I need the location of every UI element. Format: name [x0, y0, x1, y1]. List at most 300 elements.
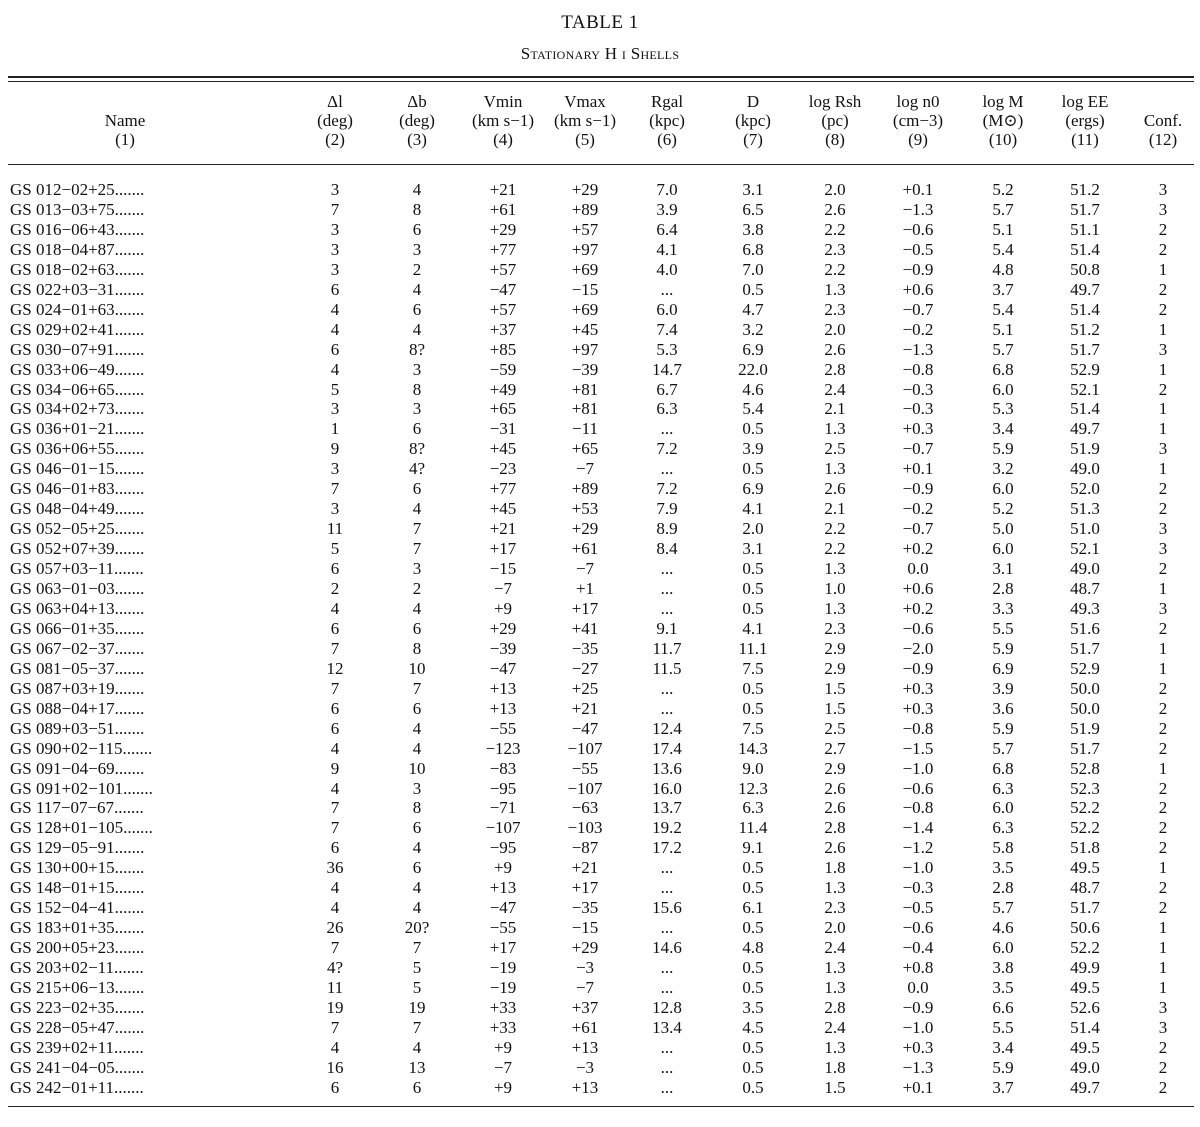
table-cell: 52.8 — [1070, 758, 1100, 778]
table-cell: 4.8 — [992, 259, 1014, 279]
table-cell: −11 — [572, 419, 598, 439]
table-cell: 2.0 — [824, 918, 846, 938]
table-cell: 3 — [1158, 199, 1168, 219]
shell-name-cell: GS 048−04+49....... — [10, 499, 145, 519]
table-cell: 51.0 — [1070, 519, 1100, 539]
table-cell: −0.5 — [902, 239, 934, 259]
table-cell: 6.8 — [742, 239, 764, 259]
table-cell: −19 — [489, 978, 517, 997]
table-cell: 3.1 — [992, 559, 1014, 579]
table-cell: 9.1 — [656, 618, 678, 638]
table-cell: 6.7 — [656, 379, 678, 399]
column-header-3-l1: Δb — [407, 92, 427, 111]
shell-name-cell: GS 081−05−37....... — [10, 658, 145, 678]
table-cell: +29 — [571, 938, 599, 958]
table-cell: 51.4 — [1070, 1017, 1100, 1037]
table-cell: 2.0 — [824, 180, 846, 199]
table-cell: 0.0 — [907, 559, 929, 579]
table-cell: 6.3 — [656, 399, 678, 419]
table-cell: 6.0 — [992, 938, 1014, 958]
table-cell: 4.1 — [656, 239, 678, 259]
table-cell: 6 — [330, 559, 340, 579]
table-cell: 1.3 — [824, 1037, 846, 1057]
table-cell: −107 — [567, 738, 603, 758]
table-cell: 1.5 — [824, 698, 846, 718]
column-header-2-l3: (2) — [325, 130, 345, 149]
table-row — [0, 619, 1200, 638]
shell-name-cell: GS 241−04−05....... — [10, 1057, 145, 1077]
column-header-2-l1: Δl — [327, 92, 343, 111]
shell-name-cell: GS 129−05−91....... — [10, 838, 145, 858]
table-cell: −0.7 — [902, 519, 934, 539]
table-cell: 3 — [330, 499, 340, 519]
table-cell: +0.3 — [902, 419, 934, 439]
shell-name-cell: GS 215+06−13....... — [10, 978, 145, 997]
table-cell: +13 — [489, 878, 517, 898]
column-header-1-l2: Name — [104, 111, 146, 130]
table-cell: ... — [660, 858, 674, 878]
table-row — [0, 519, 1200, 538]
table-cell: +9 — [493, 858, 513, 878]
table-cell: −55 — [571, 758, 599, 778]
column-header-8-l1: log Rsh — [808, 92, 862, 111]
table-row — [0, 739, 1200, 758]
table-cell: 2.6 — [824, 199, 846, 219]
table-cell: +0.1 — [902, 1077, 934, 1097]
column-header-7 — [713, 92, 793, 149]
table-cell: −2.0 — [902, 638, 934, 658]
table-cell: ... — [660, 978, 674, 997]
table-cell: 0.5 — [742, 419, 764, 439]
table-cell: 7 — [412, 678, 422, 698]
table-cell: −1.0 — [902, 1017, 934, 1037]
table-cell: 1.3 — [824, 958, 846, 978]
table-cell: −47 — [489, 898, 517, 918]
shell-name-cell: GS 034+02+73....... — [10, 399, 145, 419]
table-cell: 8 — [412, 379, 422, 399]
table-cell: 8? — [408, 439, 426, 459]
table-cell: 26 — [326, 918, 344, 938]
column-header-9-l2: (cm−3) — [892, 111, 944, 130]
table-cell: 8 — [412, 199, 422, 219]
table-cell: 51.7 — [1070, 339, 1100, 359]
table-row — [0, 898, 1200, 917]
top-rule-thin — [8, 81, 1194, 82]
table-cell: 51.1 — [1070, 219, 1100, 239]
table-cell: 3.2 — [992, 459, 1014, 479]
table-cell: +13 — [489, 698, 517, 718]
table-cell: 51.7 — [1070, 738, 1100, 758]
table-cell: +57 — [489, 299, 517, 319]
table-cell: 2 — [412, 579, 422, 598]
table-row — [0, 419, 1200, 438]
table-cell: 6.3 — [992, 778, 1014, 798]
table-cell: −1.4 — [902, 818, 934, 838]
column-header-8-l2: (pc) — [821, 111, 849, 130]
table-cell: 7 — [330, 199, 340, 219]
table-cell: +0.6 — [902, 279, 934, 299]
table-cell: −107 — [567, 778, 603, 798]
table-cell: 22.0 — [738, 359, 768, 379]
column-header-1-l3: (1) — [115, 130, 135, 149]
table-cell: −0.4 — [902, 938, 934, 958]
shell-name-cell: GS 066−01+35....... — [10, 618, 145, 638]
table-cell: 6.1 — [742, 898, 764, 918]
table-cell: +69 — [571, 299, 599, 319]
table-cell: 13.6 — [652, 758, 682, 778]
shell-name-cell: GS 012−02+25....... — [10, 180, 145, 199]
table-cell: 0.5 — [742, 918, 764, 938]
table-cell: 17.2 — [652, 838, 682, 858]
table-cell: 6.3 — [742, 798, 764, 818]
shell-name-cell: GS 228−05+47....... — [10, 1017, 145, 1037]
table-cell: 50.6 — [1070, 918, 1100, 938]
table-cell: 2 — [1158, 279, 1168, 299]
table-row — [0, 360, 1200, 379]
table-cell: −7 — [493, 579, 513, 598]
shell-name-cell: GS 203+02−11....... — [10, 958, 144, 978]
table-cell: 4 — [330, 778, 340, 798]
table-row — [0, 1058, 1200, 1077]
table-row — [0, 220, 1200, 239]
shell-name-cell: GS 148−01+15....... — [10, 878, 145, 898]
table-cell: ... — [660, 958, 674, 978]
table-cell: 1 — [1158, 938, 1168, 958]
table-cell: 2.2 — [824, 519, 846, 539]
table-cell: 4 — [330, 1037, 340, 1057]
table-cell: 3.2 — [742, 319, 764, 339]
table-cell: −87 — [571, 838, 599, 858]
table-cell: 8.4 — [656, 539, 678, 559]
shell-name-cell: GS 183+01+35....... — [10, 918, 145, 938]
table-cell: 7 — [330, 938, 340, 958]
table-cell: 51.8 — [1070, 838, 1100, 858]
column-header-3-l3: (3) — [407, 130, 427, 149]
table-cell: 51.7 — [1070, 638, 1100, 658]
shell-name-cell: GS 063+04+13....... — [10, 598, 145, 618]
table-cell: 51.2 — [1070, 180, 1100, 199]
table-cell: 11.4 — [738, 818, 768, 838]
table-cell: 2.2 — [824, 259, 846, 279]
table-cell: −39 — [571, 359, 599, 379]
table-cell: −1.3 — [902, 199, 934, 219]
table-row — [0, 759, 1200, 778]
table-cell: +77 — [489, 479, 517, 499]
table-cell: −0.3 — [902, 399, 934, 419]
table-cell: 3 — [1158, 539, 1168, 559]
table-cell: 2 — [1158, 1037, 1168, 1057]
table-row — [0, 459, 1200, 478]
table-row — [0, 958, 1200, 977]
table-cell: 51.4 — [1070, 399, 1100, 419]
table-cell: 6 — [412, 479, 422, 499]
table-cell: 48.7 — [1070, 878, 1100, 898]
table-cell: 3.5 — [992, 978, 1014, 997]
table-cell: 52.2 — [1070, 818, 1100, 838]
table-cell: 5.9 — [992, 439, 1014, 459]
table-cell: ... — [660, 279, 674, 299]
table-cell: 2 — [1158, 499, 1168, 519]
table-cell: 6 — [412, 219, 422, 239]
table-cell: +17 — [489, 938, 517, 958]
table-cell: 5.2 — [992, 180, 1014, 199]
table-cell: +53 — [571, 499, 599, 519]
table-cell: 52.0 — [1070, 479, 1100, 499]
table-cell: 7 — [412, 938, 422, 958]
table-cell: 1.3 — [824, 279, 846, 299]
table-cell: 3.5 — [742, 997, 764, 1017]
table-cell: ... — [660, 598, 674, 618]
shell-name-cell: GS 024−01+63....... — [10, 299, 145, 319]
table-cell: −95 — [489, 778, 517, 798]
table-cell: ... — [660, 1037, 674, 1057]
table-row — [0, 818, 1200, 837]
table-cell: 49.0 — [1070, 459, 1100, 479]
table-cell: 2.9 — [824, 638, 846, 658]
table-cell: −1.0 — [902, 858, 934, 878]
table-cell: −47 — [571, 718, 599, 738]
table-cell: 1 — [1158, 319, 1168, 339]
table-cell: 5 — [330, 539, 340, 559]
table-cell: 11 — [326, 978, 344, 997]
table-cell: 49.9 — [1070, 958, 1100, 978]
table-cell: 11.7 — [652, 638, 682, 658]
table-cell: 6.0 — [992, 479, 1014, 499]
table-cell: 4? — [408, 459, 426, 479]
table-cell: +21 — [571, 698, 599, 718]
table-row — [0, 659, 1200, 678]
table-row — [0, 878, 1200, 897]
table-cell: 8.9 — [656, 519, 678, 539]
table-cell: −19 — [489, 958, 517, 978]
table-row — [0, 380, 1200, 399]
shell-name-cell: GS 130+00+15....... — [10, 858, 145, 878]
table-cell: 3 — [330, 259, 340, 279]
table-cell: 3 — [1158, 339, 1168, 359]
table-cell: +9 — [493, 598, 513, 618]
table-cell: +21 — [489, 519, 517, 539]
table-cell: 1 — [1158, 958, 1168, 978]
table-cell: 6.5 — [742, 199, 764, 219]
table-cell: 6.4 — [656, 219, 678, 239]
table-cell: −95 — [489, 838, 517, 858]
table-cell: −103 — [567, 818, 603, 838]
column-header-4-l1: Vmin — [483, 92, 523, 111]
table-cell: 1.3 — [824, 459, 846, 479]
table-cell: 2 — [1158, 1077, 1168, 1097]
table-cell: 2.9 — [824, 758, 846, 778]
table-cell: 4 — [330, 898, 340, 918]
table-cell: 5.1 — [992, 219, 1014, 239]
table-cell: −35 — [571, 638, 599, 658]
table-cell: 6 — [330, 279, 340, 299]
table-cell: −123 — [485, 738, 521, 758]
shell-name-cell: GS 034−06+65....... — [10, 379, 145, 399]
table-cell: 52.1 — [1070, 379, 1100, 399]
table-cell: 52.9 — [1070, 658, 1100, 678]
table-cell: +29 — [489, 618, 517, 638]
table-cell: +37 — [571, 997, 599, 1017]
table-cell: −1.3 — [902, 339, 934, 359]
table-cell: 3.7 — [992, 279, 1014, 299]
table-cell: 7.5 — [742, 718, 764, 738]
table-cell: 2.7 — [824, 738, 846, 758]
table-cell: +0.1 — [902, 180, 934, 199]
table-cell: 4 — [330, 878, 340, 898]
table-cell: 49.0 — [1070, 559, 1100, 579]
column-header-3 — [382, 92, 452, 149]
table-cell: −1.3 — [902, 1057, 934, 1077]
table-cell: 4 — [412, 738, 422, 758]
table-cell: 2 — [1158, 379, 1168, 399]
table-cell: 6 — [330, 838, 340, 858]
table-cell: 2.3 — [824, 299, 846, 319]
table-cell: 7.9 — [656, 499, 678, 519]
column-header-12 — [1128, 92, 1198, 149]
table-cell: 6 — [412, 858, 422, 878]
table-cell: 2.6 — [824, 798, 846, 818]
table-cell: −0.8 — [902, 798, 934, 818]
table-cell: 49.5 — [1070, 978, 1100, 997]
table-row — [0, 240, 1200, 259]
table-cell: +89 — [571, 199, 599, 219]
table-cell: 19 — [408, 997, 426, 1017]
table-cell: 16 — [326, 1057, 344, 1077]
table-cell: −7 — [493, 1057, 513, 1077]
table-cell: +0.1 — [902, 459, 934, 479]
table-cell: 48.7 — [1070, 579, 1100, 598]
table-cell: 13.4 — [652, 1017, 682, 1037]
table-cell: +25 — [571, 678, 599, 698]
table-cell: 7.2 — [656, 439, 678, 459]
table-cell: 3 — [412, 778, 422, 798]
table-cell: 3 — [1158, 519, 1168, 539]
table-cell: 49.7 — [1070, 419, 1100, 439]
table-cell: 4.5 — [742, 1017, 764, 1037]
table-row — [0, 719, 1200, 738]
table-cell: −1.2 — [902, 838, 934, 858]
table-row — [0, 300, 1200, 319]
table-cell: 6.9 — [742, 339, 764, 359]
table-cell: 2.9 — [824, 658, 846, 678]
table-cell: 3.8 — [992, 958, 1014, 978]
table-cell: 6 — [330, 339, 340, 359]
column-header-4 — [458, 92, 548, 149]
column-header-10-l3: (10) — [988, 130, 1018, 149]
table-row — [0, 340, 1200, 359]
table-cell: −55 — [489, 718, 517, 738]
table-cell: −7 — [575, 559, 595, 579]
table-cell: 3.6 — [992, 698, 1014, 718]
table-cell: +13 — [489, 678, 517, 698]
table-cell: 2.8 — [824, 359, 846, 379]
header-rule — [8, 164, 1194, 165]
table-cell: 4.0 — [656, 259, 678, 279]
table-cell: −0.7 — [902, 299, 934, 319]
table-cell: 4.1 — [742, 499, 764, 519]
table-cell: +0.3 — [902, 1037, 934, 1057]
shell-name-cell: GS 018−02+63....... — [10, 259, 145, 279]
column-header-3-l2: (deg) — [399, 111, 435, 130]
table-cell: 3.1 — [742, 180, 764, 199]
table-cell: 6.9 — [742, 479, 764, 499]
table-cell: 4 — [330, 299, 340, 319]
table-cell: 2.8 — [824, 997, 846, 1017]
column-header-9-l3: (9) — [908, 130, 928, 149]
table-cell: ... — [660, 918, 674, 938]
table-cell: 52.3 — [1070, 778, 1100, 798]
table-cell: 3.4 — [992, 419, 1014, 439]
table-cell: +33 — [489, 997, 517, 1017]
table-cell: +9 — [493, 1037, 513, 1057]
column-header-6-l1: Rgal — [650, 92, 684, 111]
table-cell: 0.5 — [742, 878, 764, 898]
table-cell: −7 — [575, 978, 595, 997]
table-cell: 7 — [330, 678, 340, 698]
table-cell: 52.1 — [1070, 539, 1100, 559]
table-cell: 2.0 — [742, 519, 764, 539]
column-header-5-l1: Vmax — [564, 92, 606, 111]
column-header-8 — [790, 92, 880, 149]
table-cell: +81 — [571, 379, 599, 399]
table-row — [0, 1078, 1200, 1097]
table-cell: −47 — [489, 658, 517, 678]
table-cell: +69 — [571, 259, 599, 279]
table-cell: 4 — [412, 279, 422, 299]
shell-name-cell: GS 242−01+11....... — [10, 1077, 144, 1097]
column-header-6-l2: (kpc) — [649, 111, 685, 130]
table-cell: −0.5 — [902, 898, 934, 918]
table-cell: 2 — [1158, 718, 1168, 738]
table-cell: +0.2 — [902, 598, 934, 618]
table-cell: −15 — [489, 559, 517, 579]
table-cell: 6 — [330, 698, 340, 718]
table-cell: 1.3 — [824, 878, 846, 898]
table-cell: 3 — [330, 180, 340, 199]
table-cell: +0.3 — [902, 698, 934, 718]
table-cell: 2.3 — [824, 239, 846, 259]
shell-name-cell: GS 089+03−51....... — [10, 718, 145, 738]
table-cell: 11 — [326, 519, 344, 539]
table-cell: 8? — [408, 339, 426, 359]
table-cell: 2 — [1158, 778, 1168, 798]
table-cell: +45 — [489, 499, 517, 519]
table-cell: 10 — [408, 758, 426, 778]
table-subtitle: Stationary H i Shells — [520, 44, 680, 63]
table-cell: 4.8 — [742, 938, 764, 958]
table-cell: +29 — [571, 519, 599, 539]
table-cell: 3 — [1158, 1017, 1168, 1037]
table-cell: +0.3 — [902, 678, 934, 698]
shell-name-cell: GS 033+06−49....... — [10, 359, 145, 379]
table-cell: −7 — [575, 459, 595, 479]
column-header-6-l3: (6) — [657, 130, 677, 149]
table-cell: −0.3 — [902, 878, 934, 898]
table-cell: 4 — [330, 319, 340, 339]
shell-name-cell: GS 057+03−11....... — [10, 559, 144, 579]
table-cell: 1.0 — [824, 579, 846, 598]
table-cell: +13 — [571, 1037, 599, 1057]
table-cell: +33 — [489, 1017, 517, 1037]
table-cell: 2.0 — [824, 319, 846, 339]
table-row — [0, 320, 1200, 339]
table-cell: 6 — [412, 818, 422, 838]
table-cell: −83 — [489, 758, 517, 778]
table-cell: 5.9 — [992, 1057, 1014, 1077]
table-row — [0, 439, 1200, 458]
table-cell: 1 — [1158, 978, 1168, 997]
column-header-10-l2: (M⊙) — [982, 111, 1024, 130]
